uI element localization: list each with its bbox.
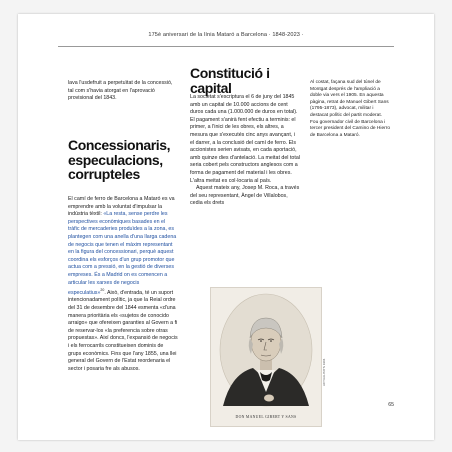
col1-p1-end: . Això, d'entrada, té un suport intencionadament polític, ja que la Reial ordre del 31 de desembre del 1844 esmenta «d'una manera prioritària els «sujetos de conocido arraigo» que ofereixen garanties al Govern a fi de reservar-los «la preferencia sobre otras propuestas». Així doncs, l'expansió de negocis i els ferrocarrils constitueixen dominis de grups econòmics. Fins que l'any 1855, una llei general del Govern de l'Estat reordenaria el sector i posaria fre als abusos. [68, 289, 178, 372]
col2-paragraph-2: Aquest mateix any, Josep M. Roca, a través del seu representant, Àngel de Villalobos, cedia els drets [190, 185, 300, 207]
column-1 [68, 80, 178, 103]
header-rule [58, 46, 394, 47]
section-heading-constitucio: Constitució i capital [190, 65, 270, 96]
image-credit: ACTUALITATS 1904 [322, 358, 326, 386]
image-caption [310, 80, 390, 139]
section-heading-concessionaris: Concessionaris, especulacions, corrupteles [68, 137, 171, 182]
col1-intro: lava l'usdefruit a perpetuïtat de la concessió, tal com s'havia atorgat en l'aprovació provisional del 1843. [68, 80, 173, 102]
column-1-body [68, 196, 178, 373]
col1-paragraph [68, 196, 178, 373]
portrait-engraving [210, 287, 322, 427]
caption-text: Al costat, façana sud del túnel de Montgat després de l'ampliació a doble via vers el 1905. En aquesta pàgina, retrat de Manuel Gibert Sans (1795-1873), advocat, militar i destacat polític del partit moderat. Fou governador civil de Barcelona i tercer president del Camino de Hierro de Barcelona a Mataró. [310, 80, 390, 138]
column-2 [190, 94, 300, 208]
col1-quote: «La resta, sense perdre les perspectives econòmiques basades en el tràfic de mercaderies produïdes a la zona, es plantegen com una anella d'una llarga cadena de negocis que tenen el màxim representant en la figura del concessionari, perquè aquest coordina els esforços d'un grup promotor que actua com a pressió, en la gestió de diverses empreses. És a Madrid on es comencen a articular les xarxes de negocis especulatius» [68, 211, 177, 296]
col2-paragraph-1: La societat s'escriptura el 6 de juny del 1845 amb un capital de 10.000 accions de cent duros cada una (1.000.000 de duros en total). El pagament s'anirà fent efectiu a terminis: el primer, a l'inici de les obres, els altres, a mesura que s'executés cinc anys avançant, i el darrer, a la conclusió del camí de ferro. Els accionistes serien avisats, en cada aportació, amb quinze dies d'antelació. La meitat del total seria cobert pels constructors anglesos com a forma de pagament del material i les obres. L'altra meitat es col·locaria al país. [190, 94, 300, 184]
portrait-caption: DON MANUEL GIBERT Y SANS [235, 415, 297, 419]
running-header: 175è aniversari de la línia Mataró a Barcelona · 1848-2023 · [148, 32, 304, 38]
page [18, 14, 434, 440]
col1-p1-start: El camí de ferro de Barcelona a Mataró es va emprendre amb la voluntat d'impulsar la indústria tèxtil: [68, 196, 175, 218]
page-number: 65 [388, 402, 394, 408]
footnote-ref[interactable]: 20 [100, 288, 105, 293]
portrait-illustration [211, 288, 321, 426]
